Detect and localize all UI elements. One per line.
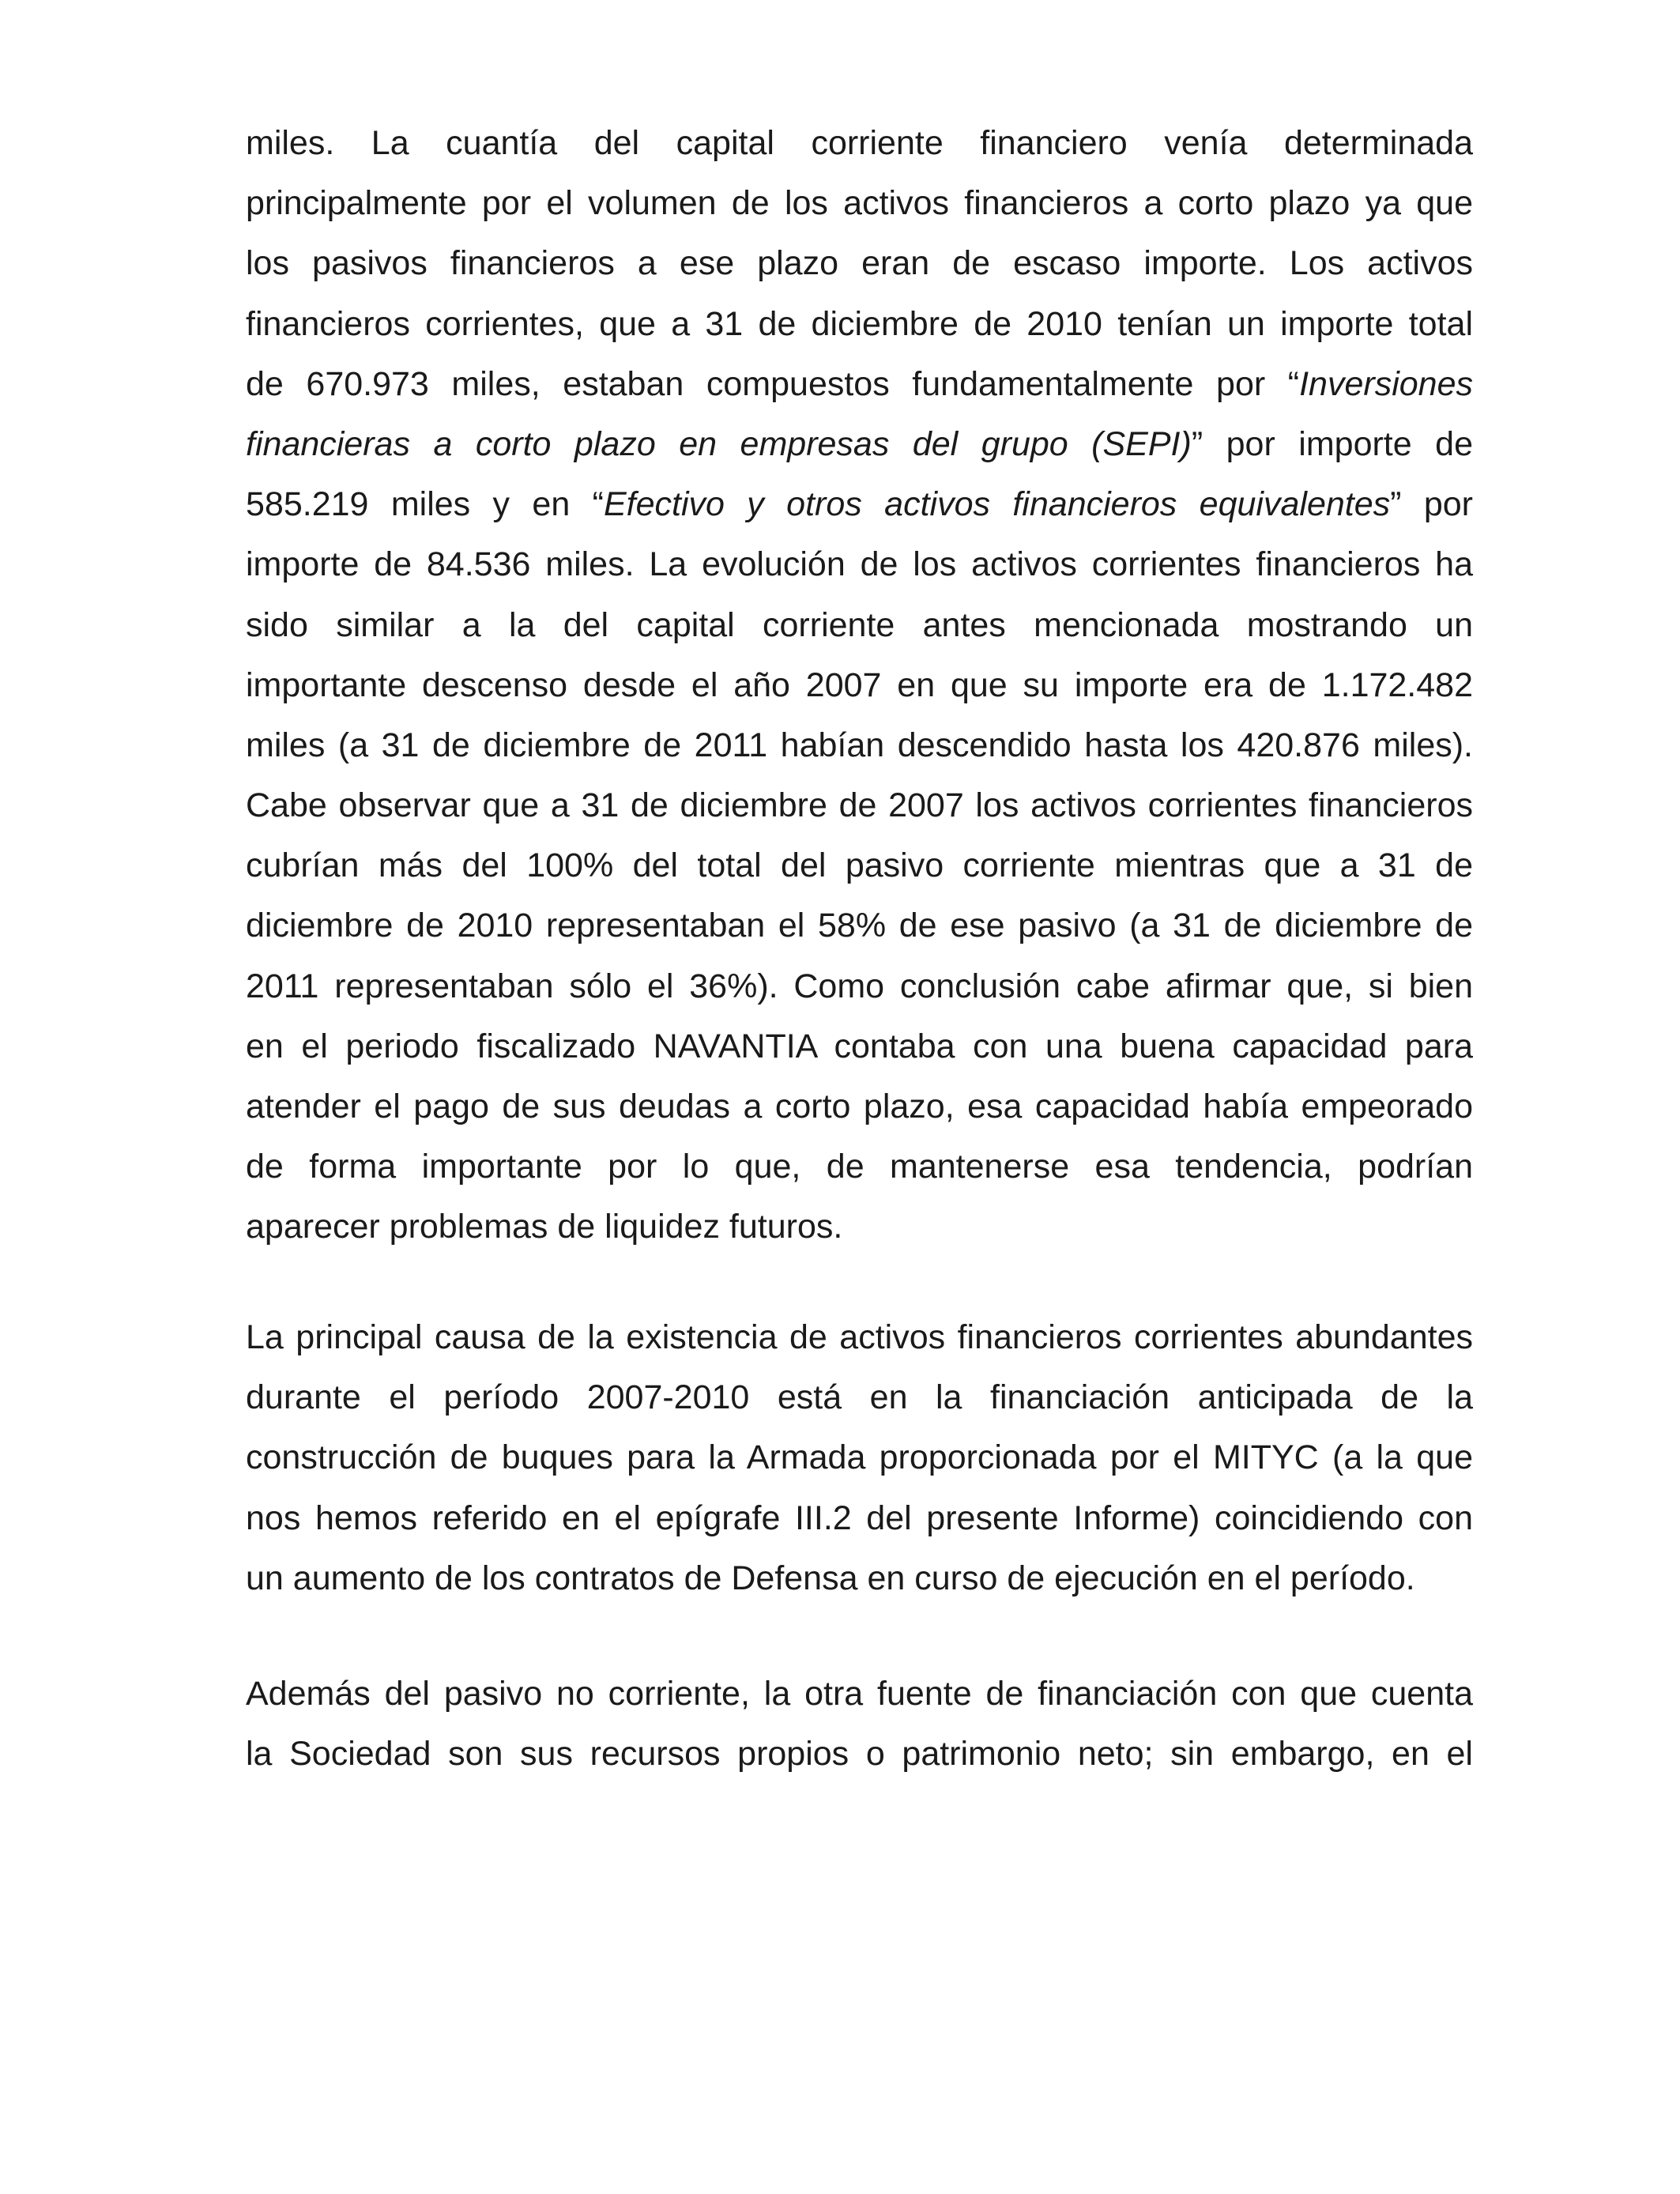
text-line: miles (a 31 de diciembre de 2011 habían descendido hasta los 420.876 miles). bbox=[246, 726, 1473, 764]
text-line: de 670.973 miles, estaban compuestos fundamentalmente por “Inversiones bbox=[246, 364, 1473, 403]
text-line: aparecer problemas de liquidez futuros. bbox=[246, 1208, 843, 1246]
text-line: diciembre de 2010 representaban el 58% de ese pasivo (a 31 de diciembre de bbox=[246, 907, 1473, 945]
text-line: un aumento de los contratos de Defensa en curso de ejecución en el período. bbox=[246, 1559, 1415, 1597]
text-line: Cabe observar que a 31 de diciembre de 2007 los activos corrientes financieros bbox=[246, 786, 1473, 825]
text-line: financieros corrientes, que a 31 de diciembre de 2010 tenían un importe total bbox=[246, 304, 1473, 343]
text-line: 2011 representaban sólo el 36%). Como conclusión cabe afirmar que, si bien bbox=[246, 967, 1473, 1005]
text-line: la Sociedad son sus recursos propios o patrimonio neto; sin embargo, en el bbox=[246, 1735, 1473, 1774]
italic-term: financieras a corto plazo en empresas del grupo (SEPI) bbox=[246, 424, 1192, 463]
text-line: miles. La cuantía del capital corriente financiero venía determinada bbox=[246, 124, 1473, 162]
text-line: importante descenso desde el año 2007 en que su importe era de 1.172.482 bbox=[246, 665, 1473, 704]
text-line: durante el período 2007-2010 está en la financiación anticipada de la bbox=[246, 1378, 1473, 1417]
text-line: financieras a corto plazo en empresas del grupo (SEPI)” por importe de bbox=[246, 424, 1473, 463]
text-line: los pasivos financieros a ese plazo eran de escaso importe. Los activos bbox=[246, 244, 1473, 283]
text-line: Además del pasivo no corriente, la otra fuente de financiación con que cuenta bbox=[246, 1675, 1473, 1713]
italic-term: Inversiones bbox=[1299, 364, 1473, 403]
text-line: nos hemos referido en el epígrafe III.2 del presente Informe) coincidiendo con bbox=[246, 1498, 1473, 1537]
text-line: cubrían más del 100% del total del pasivo corriente mientras que a 31 de bbox=[246, 846, 1473, 885]
italic-term: Efectivo y otros activos financieros equivalentes bbox=[603, 485, 1391, 524]
text-line: principalmente por el volumen de los activos financieros a corto plazo ya que bbox=[246, 184, 1473, 223]
paragraph-3 bbox=[246, 1664, 1473, 1784]
text-line: importe de 84.536 miles. La evolución de los activos corrientes financieros ha bbox=[246, 545, 1473, 584]
text-line: 585.219 miles y en “Efectivo y otros activos financieros equivalentes” por bbox=[246, 485, 1473, 524]
paragraph-1 bbox=[246, 113, 1473, 1257]
text-line: de forma importante por lo que, de mantenerse esa tendencia, podrían bbox=[246, 1148, 1473, 1186]
text-line: construcción de buques para la Armada proporcionada por el MITYC (a la que bbox=[246, 1438, 1473, 1477]
text-line: sido similar a la del capital corriente antes mencionada mostrando un bbox=[246, 605, 1473, 644]
text-line: en el periodo fiscalizado NAVANTIA contaba con una buena capacidad para bbox=[246, 1027, 1473, 1065]
paragraph-2 bbox=[246, 1307, 1473, 1608]
text-line: atender el pago de sus deudas a corto plazo, esa capacidad había empeorado bbox=[246, 1088, 1473, 1125]
text-line: La principal causa de la existencia de activos financieros corrientes abundantes bbox=[246, 1318, 1473, 1356]
